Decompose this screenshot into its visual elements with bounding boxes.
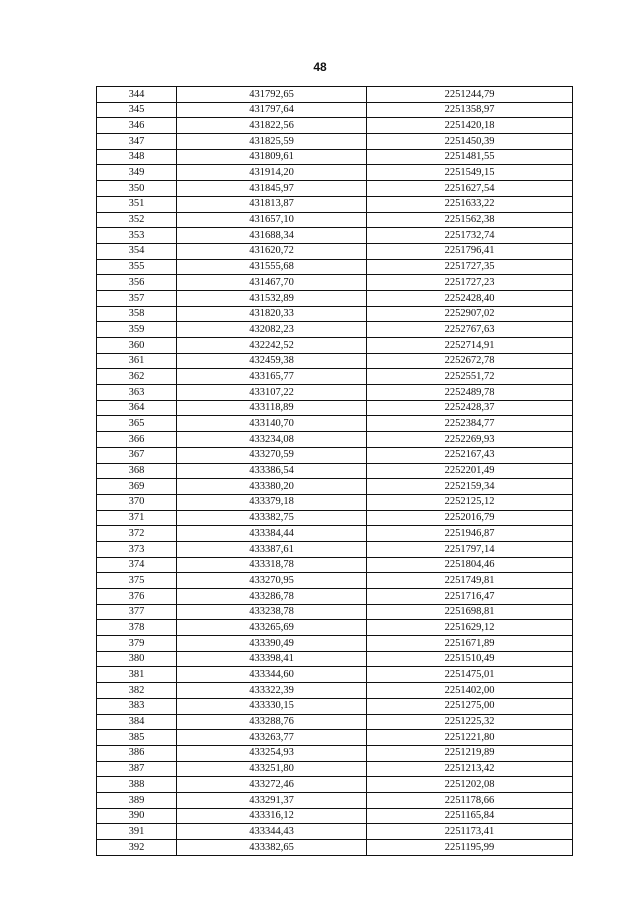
x-coordinate-cell: 433380,20 xyxy=(177,479,367,495)
point-number-cell: 348 xyxy=(97,149,177,165)
table-row xyxy=(97,777,573,793)
point-number-cell: 369 xyxy=(97,479,177,495)
table-row xyxy=(97,683,573,699)
table-row xyxy=(97,228,573,244)
point-number-cell: 346 xyxy=(97,118,177,134)
point-number-cell: 365 xyxy=(97,416,177,432)
x-coordinate-cell: 433390,49 xyxy=(177,636,367,652)
table-row xyxy=(97,792,573,808)
point-number-cell: 360 xyxy=(97,338,177,354)
table-row xyxy=(97,432,573,448)
y-coordinate-cell: 2251671,89 xyxy=(367,636,573,652)
table-row xyxy=(97,353,573,369)
y-coordinate-cell: 2252672,78 xyxy=(367,353,573,369)
table-row xyxy=(97,165,573,181)
point-number-cell: 381 xyxy=(97,667,177,683)
table-row xyxy=(97,385,573,401)
point-number-cell: 354 xyxy=(97,243,177,259)
y-coordinate-cell: 2252428,37 xyxy=(367,400,573,416)
table-row xyxy=(97,196,573,212)
x-coordinate-cell: 433265,69 xyxy=(177,620,367,636)
point-number-cell: 350 xyxy=(97,181,177,197)
table-row xyxy=(97,651,573,667)
table-row xyxy=(97,306,573,322)
point-number-cell: 374 xyxy=(97,557,177,573)
x-coordinate-cell: 431688,34 xyxy=(177,228,367,244)
point-number-cell: 376 xyxy=(97,589,177,605)
table-row xyxy=(97,824,573,840)
x-coordinate-cell: 433398,41 xyxy=(177,651,367,667)
table-row xyxy=(97,259,573,275)
table-row xyxy=(97,416,573,432)
point-number-cell: 389 xyxy=(97,792,177,808)
point-number-cell: 382 xyxy=(97,683,177,699)
x-coordinate-cell: 433382,65 xyxy=(177,840,367,856)
x-coordinate-cell: 431813,87 xyxy=(177,196,367,212)
x-coordinate-cell: 433330,15 xyxy=(177,698,367,714)
table-row xyxy=(97,604,573,620)
y-coordinate-cell: 2252167,43 xyxy=(367,447,573,463)
x-coordinate-cell: 432459,38 xyxy=(177,353,367,369)
x-coordinate-cell: 431822,56 xyxy=(177,118,367,134)
table-row xyxy=(97,698,573,714)
y-coordinate-cell: 2251475,01 xyxy=(367,667,573,683)
x-coordinate-cell: 431914,20 xyxy=(177,165,367,181)
table-row xyxy=(97,761,573,777)
table-row xyxy=(97,620,573,636)
x-coordinate-cell: 431792,65 xyxy=(177,87,367,103)
point-number-cell: 363 xyxy=(97,385,177,401)
point-number-cell: 366 xyxy=(97,432,177,448)
point-number-cell: 388 xyxy=(97,777,177,793)
point-number-cell: 375 xyxy=(97,573,177,589)
y-coordinate-cell: 2252384,77 xyxy=(367,416,573,432)
y-coordinate-cell: 2251173,41 xyxy=(367,824,573,840)
y-coordinate-cell: 2251946,87 xyxy=(367,526,573,542)
point-number-cell: 349 xyxy=(97,165,177,181)
coordinates-table-body xyxy=(97,87,573,856)
y-coordinate-cell: 2252714,91 xyxy=(367,338,573,354)
y-coordinate-cell: 2251633,22 xyxy=(367,196,573,212)
y-coordinate-cell: 2251716,47 xyxy=(367,589,573,605)
point-number-cell: 378 xyxy=(97,620,177,636)
point-number-cell: 344 xyxy=(97,87,177,103)
x-coordinate-cell: 433107,22 xyxy=(177,385,367,401)
point-number-cell: 355 xyxy=(97,259,177,275)
x-coordinate-cell: 433263,77 xyxy=(177,730,367,746)
x-coordinate-cell: 433270,59 xyxy=(177,447,367,463)
point-number-cell: 364 xyxy=(97,400,177,416)
y-coordinate-cell: 2251562,38 xyxy=(367,212,573,228)
table-row xyxy=(97,243,573,259)
y-coordinate-cell: 2251402,00 xyxy=(367,683,573,699)
table-row xyxy=(97,447,573,463)
table-row xyxy=(97,400,573,416)
point-number-cell: 379 xyxy=(97,636,177,652)
table-row xyxy=(97,510,573,526)
table-row xyxy=(97,463,573,479)
x-coordinate-cell: 433291,37 xyxy=(177,792,367,808)
y-coordinate-cell: 2251221,80 xyxy=(367,730,573,746)
x-coordinate-cell: 433118,89 xyxy=(177,400,367,416)
point-number-cell: 370 xyxy=(97,494,177,510)
point-number-cell: 359 xyxy=(97,322,177,338)
point-number-cell: 345 xyxy=(97,102,177,118)
y-coordinate-cell: 2251275,00 xyxy=(367,698,573,714)
table-row xyxy=(97,212,573,228)
x-coordinate-cell: 433386,54 xyxy=(177,463,367,479)
x-coordinate-cell: 433238,78 xyxy=(177,604,367,620)
table-row xyxy=(97,149,573,165)
y-coordinate-cell: 2251165,84 xyxy=(367,808,573,824)
x-coordinate-cell: 431845,97 xyxy=(177,181,367,197)
point-number-cell: 380 xyxy=(97,651,177,667)
y-coordinate-cell: 2251219,89 xyxy=(367,745,573,761)
table-row xyxy=(97,479,573,495)
point-number-cell: 368 xyxy=(97,463,177,479)
x-coordinate-cell: 433270,95 xyxy=(177,573,367,589)
y-coordinate-cell: 2251804,46 xyxy=(367,557,573,573)
y-coordinate-cell: 2251202,08 xyxy=(367,777,573,793)
x-coordinate-cell: 433251,80 xyxy=(177,761,367,777)
x-coordinate-cell: 433272,46 xyxy=(177,777,367,793)
table-row xyxy=(97,557,573,573)
table-row xyxy=(97,118,573,134)
point-number-cell: 362 xyxy=(97,369,177,385)
point-number-cell: 377 xyxy=(97,604,177,620)
y-coordinate-cell: 2251450,39 xyxy=(367,134,573,150)
y-coordinate-cell: 2251178,66 xyxy=(367,792,573,808)
x-coordinate-cell: 431825,59 xyxy=(177,134,367,150)
table-row xyxy=(97,667,573,683)
table-row xyxy=(97,636,573,652)
y-coordinate-cell: 2251698,81 xyxy=(367,604,573,620)
table-row xyxy=(97,275,573,291)
x-coordinate-cell: 431555,68 xyxy=(177,259,367,275)
x-coordinate-cell: 432082,23 xyxy=(177,322,367,338)
table-row xyxy=(97,494,573,510)
x-coordinate-cell: 431657,10 xyxy=(177,212,367,228)
point-number-cell: 361 xyxy=(97,353,177,369)
table-row xyxy=(97,573,573,589)
table-row xyxy=(97,808,573,824)
x-coordinate-cell: 433379,18 xyxy=(177,494,367,510)
coordinates-table xyxy=(96,86,573,856)
x-coordinate-cell: 431620,72 xyxy=(177,243,367,259)
table-row xyxy=(97,87,573,103)
table-row xyxy=(97,526,573,542)
y-coordinate-cell: 2252551,72 xyxy=(367,369,573,385)
point-number-cell: 357 xyxy=(97,290,177,306)
x-coordinate-cell: 433384,44 xyxy=(177,526,367,542)
x-coordinate-cell: 432242,52 xyxy=(177,338,367,354)
y-coordinate-cell: 2251629,12 xyxy=(367,620,573,636)
x-coordinate-cell: 433288,76 xyxy=(177,714,367,730)
table-row xyxy=(97,730,573,746)
y-coordinate-cell: 2252269,93 xyxy=(367,432,573,448)
x-coordinate-cell: 431797,64 xyxy=(177,102,367,118)
point-number-cell: 383 xyxy=(97,698,177,714)
table-row xyxy=(97,102,573,118)
y-coordinate-cell: 2251549,15 xyxy=(367,165,573,181)
y-coordinate-cell: 2251510,49 xyxy=(367,651,573,667)
point-number-cell: 385 xyxy=(97,730,177,746)
y-coordinate-cell: 2252201,49 xyxy=(367,463,573,479)
x-coordinate-cell: 433382,75 xyxy=(177,510,367,526)
y-coordinate-cell: 2251225,32 xyxy=(367,714,573,730)
x-coordinate-cell: 433286,78 xyxy=(177,589,367,605)
y-coordinate-cell: 2251213,42 xyxy=(367,761,573,777)
x-coordinate-cell: 433344,60 xyxy=(177,667,367,683)
point-number-cell: 347 xyxy=(97,134,177,150)
y-coordinate-cell: 2251727,23 xyxy=(367,275,573,291)
point-number-cell: 384 xyxy=(97,714,177,730)
point-number-cell: 386 xyxy=(97,745,177,761)
x-coordinate-cell: 433387,61 xyxy=(177,541,367,557)
point-number-cell: 356 xyxy=(97,275,177,291)
x-coordinate-cell: 433234,08 xyxy=(177,432,367,448)
x-coordinate-cell: 431820,33 xyxy=(177,306,367,322)
point-number-cell: 372 xyxy=(97,526,177,542)
y-coordinate-cell: 2251244,79 xyxy=(367,87,573,103)
x-coordinate-cell: 433316,12 xyxy=(177,808,367,824)
y-coordinate-cell: 2251797,14 xyxy=(367,541,573,557)
y-coordinate-cell: 2251358,97 xyxy=(367,102,573,118)
point-number-cell: 371 xyxy=(97,510,177,526)
y-coordinate-cell: 2252907,02 xyxy=(367,306,573,322)
y-coordinate-cell: 2252428,40 xyxy=(367,290,573,306)
table-row xyxy=(97,745,573,761)
point-number-cell: 373 xyxy=(97,541,177,557)
y-coordinate-cell: 2251627,54 xyxy=(367,181,573,197)
table-row xyxy=(97,134,573,150)
table-row xyxy=(97,541,573,557)
y-coordinate-cell: 2251732,74 xyxy=(367,228,573,244)
point-number-cell: 390 xyxy=(97,808,177,824)
table-row xyxy=(97,714,573,730)
table-row xyxy=(97,840,573,856)
x-coordinate-cell: 433322,39 xyxy=(177,683,367,699)
y-coordinate-cell: 2251481,55 xyxy=(367,149,573,165)
x-coordinate-cell: 433165,77 xyxy=(177,369,367,385)
x-coordinate-cell: 433344,43 xyxy=(177,824,367,840)
y-coordinate-cell: 2251727,35 xyxy=(367,259,573,275)
x-coordinate-cell: 433140,70 xyxy=(177,416,367,432)
x-coordinate-cell: 431809,61 xyxy=(177,149,367,165)
x-coordinate-cell: 431467,70 xyxy=(177,275,367,291)
y-coordinate-cell: 2251420,18 xyxy=(367,118,573,134)
y-coordinate-cell: 2252159,34 xyxy=(367,479,573,495)
y-coordinate-cell: 2252767,63 xyxy=(367,322,573,338)
y-coordinate-cell: 2252125,12 xyxy=(367,494,573,510)
table-row xyxy=(97,290,573,306)
y-coordinate-cell: 2252489,78 xyxy=(367,385,573,401)
table-row xyxy=(97,369,573,385)
x-coordinate-cell: 433318,78 xyxy=(177,557,367,573)
table-row xyxy=(97,322,573,338)
table-row xyxy=(97,589,573,605)
point-number-cell: 387 xyxy=(97,761,177,777)
page-number: 48 xyxy=(313,60,327,74)
y-coordinate-cell: 2251749,81 xyxy=(367,573,573,589)
point-number-cell: 391 xyxy=(97,824,177,840)
x-coordinate-cell: 431532,89 xyxy=(177,290,367,306)
point-number-cell: 351 xyxy=(97,196,177,212)
table-row xyxy=(97,338,573,354)
table-row xyxy=(97,181,573,197)
y-coordinate-cell: 2252016,79 xyxy=(367,510,573,526)
point-number-cell: 358 xyxy=(97,306,177,322)
x-coordinate-cell: 433254,93 xyxy=(177,745,367,761)
point-number-cell: 352 xyxy=(97,212,177,228)
y-coordinate-cell: 2251796,41 xyxy=(367,243,573,259)
y-coordinate-cell: 2251195,99 xyxy=(367,840,573,856)
point-number-cell: 367 xyxy=(97,447,177,463)
point-number-cell: 353 xyxy=(97,228,177,244)
point-number-cell: 392 xyxy=(97,840,177,856)
